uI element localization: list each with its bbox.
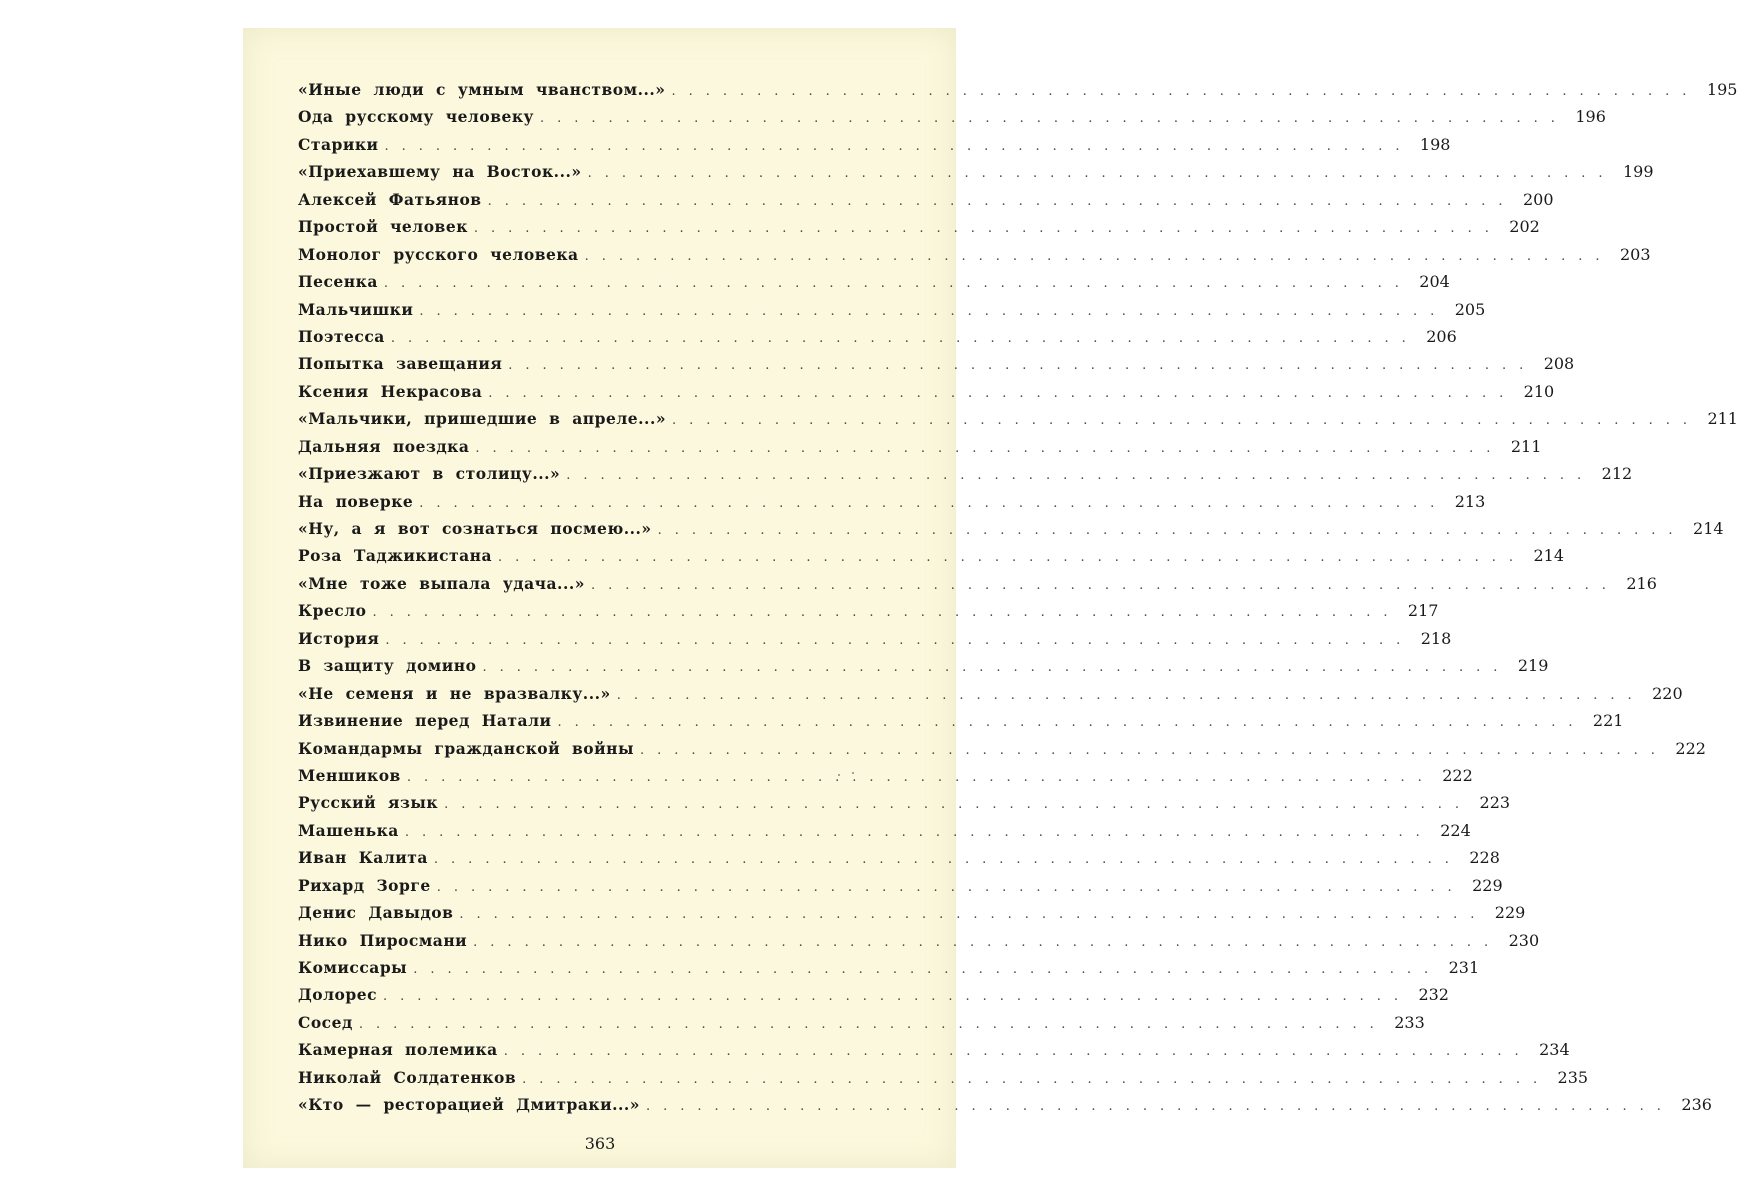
toc-entry-title: «Ну, а я вот сознаться посмею...»: [298, 519, 652, 538]
dot-leader: ............................................................: [557, 715, 1586, 731]
toc-entry: [298, 875, 1503, 903]
dot-leader: ............................................................: [645, 1099, 1674, 1115]
toc-entry-page: 232: [1418, 985, 1449, 1005]
page-number: 363: [584, 1134, 616, 1153]
toc-entry: [298, 409, 1738, 436]
toc-entry-page: 234: [1539, 1040, 1570, 1060]
toc-entry-title: «Иные люди с умным чванством...»: [298, 80, 666, 99]
toc-entry-page: 204: [1419, 272, 1450, 292]
dot-leader: ............................................................: [488, 385, 1517, 401]
dot-leader: ............................................................: [640, 742, 1668, 758]
toc-entry: [298, 491, 1486, 519]
toc-entry-page: 220: [1652, 683, 1683, 703]
toc-entry-page: 208: [1543, 354, 1575, 374]
toc-entry: [298, 656, 1549, 683]
toc-entry: [298, 903, 1526, 930]
dot-leader: ............................................................: [584, 248, 1613, 264]
toc-entry-page: 222: [1442, 765, 1473, 785]
toc-entry-title: Иван Калита: [298, 848, 428, 868]
toc-entry-title: Извинение перед Натали: [298, 711, 552, 731]
dot-leader: ............................................................: [358, 1016, 1387, 1032]
toc-entry-title: Дальняя поездка: [298, 436, 470, 456]
dot-leader: ............................................................: [475, 440, 1504, 456]
toc-entry-title: «Кто — ресторацией Дмитраки...»: [298, 1095, 640, 1115]
toc-entry-title: Камерная полемика: [298, 1040, 498, 1060]
toc-entry-title: Нико Пиросмани: [298, 930, 468, 950]
toc-entry: [298, 436, 1542, 464]
dot-leader: ............................................................: [539, 111, 1568, 127]
toc-entry-page: 205: [1454, 299, 1486, 319]
toc-entry-page: 212: [1601, 464, 1633, 484]
toc-entry-title: Долорес: [298, 985, 378, 1005]
toc-entry-title: Машенька: [298, 820, 399, 840]
toc-entry-title: Денис Давыдов: [298, 903, 454, 923]
toc-entry-title: «Приехавшему на Восток...»: [298, 162, 582, 182]
toc-entry-page: 213: [1454, 491, 1486, 511]
toc-entry-page: 211: [1707, 409, 1738, 429]
dot-leader: ............................................................: [404, 824, 1433, 840]
dot-leader: ............................................................: [590, 577, 1619, 593]
toc-entry-page: 221: [1592, 711, 1624, 731]
dot-leader: ............................................................: [508, 358, 1537, 374]
dot-leader: ............................................................: [616, 687, 1645, 703]
toc-entry-page: 206: [1426, 326, 1457, 346]
toc-entry: [298, 930, 1540, 958]
dot-leader: ............................................................: [473, 934, 1502, 950]
toc-entry-page: 235: [1557, 1067, 1589, 1087]
toc-entry-title: «Приезжают в столицу...»: [298, 464, 561, 484]
toc-entry-title: История: [298, 628, 380, 648]
dot-leader: ............................................................: [385, 632, 1414, 648]
toc-entry: [298, 464, 1633, 491]
toc-entry-title: Ода русскому человеку: [298, 107, 534, 127]
toc-entry: [298, 765, 1473, 793]
toc-entry-title: Командармы гражданской войны: [298, 738, 634, 758]
toc-entry: [298, 546, 1564, 573]
dot-leader: ............................................................: [444, 797, 1473, 813]
toc-entry-page: 229: [1494, 903, 1526, 923]
toc-entry-page: 203: [1620, 244, 1651, 264]
toc-entry: [298, 244, 1651, 272]
toc-entry-page: 199: [1622, 162, 1654, 182]
toc-entry-page: 200: [1522, 189, 1554, 209]
toc-entry-title: В защиту домино: [298, 656, 477, 676]
toc-entry: [298, 601, 1439, 628]
dot-leader: ............................................................: [498, 550, 1526, 566]
toc-entry: [298, 1067, 1589, 1095]
dot-leader: ............................................................: [384, 138, 1413, 154]
toc-entry: [298, 985, 1449, 1012]
toc-entry-page: 210: [1523, 381, 1555, 401]
dot-leader: ............................................................: [436, 879, 1465, 895]
toc-entry: [298, 189, 1554, 217]
toc-entry: [298, 326, 1457, 354]
dot-leader: ............................................................: [587, 166, 1616, 182]
toc-entry-page: 229: [1472, 875, 1503, 895]
dot-leader: ............................................................: [672, 413, 1700, 429]
toc-entry: [298, 162, 1654, 189]
toc-entry: [298, 848, 1500, 875]
toc-entry: [298, 1040, 1570, 1067]
dot-leader: ............................................................: [459, 907, 1488, 923]
toc-entry: [298, 628, 1452, 656]
toc-entry-title: Старики: [298, 134, 379, 154]
toc-entry: [298, 381, 1555, 409]
toc-entry: [298, 820, 1471, 848]
toc-entry: [298, 711, 1624, 738]
dot-leader: ............................................................: [390, 330, 1419, 346]
toc-entry-page: 196: [1575, 107, 1606, 127]
toc-entry-page: 219: [1517, 656, 1549, 676]
dot-leader: ............................................................: [566, 468, 1595, 484]
table-of-contents: [298, 80, 1738, 1123]
toc-entry-title: Кресло: [298, 601, 367, 621]
dot-leader: ............................................................: [372, 605, 1401, 621]
toc-entry-title: Мальчишки: [298, 299, 414, 319]
toc-entry: [298, 793, 1511, 820]
toc-entry: [298, 958, 1480, 985]
dot-leader: ............................................................: [482, 660, 1511, 676]
toc-entry-title: Николай Солдатенков: [298, 1067, 517, 1087]
dot-leader: ............................................................: [413, 962, 1442, 977]
toc-entry: [298, 217, 1540, 244]
toc-entry-title: Русский язык: [298, 793, 439, 813]
toc-entry-page: 222: [1675, 738, 1706, 758]
toc-entry-title: Роза Таджикистана: [298, 546, 493, 566]
toc-entry-title: На поверке: [298, 491, 414, 511]
toc-entry-page: 195: [1706, 80, 1738, 99]
toc-entry-page: 214: [1693, 519, 1724, 538]
dot-leader: ............................................................: [657, 523, 1686, 538]
toc-entry-title: «Мальчики, пришедшие в апреле...»: [298, 409, 667, 429]
toc-entry-title: «Мне тоже выпала удача...»: [298, 573, 585, 593]
toc-entry-title: Алексей Фатьянов: [298, 189, 482, 209]
dot-leader: ............................................................: [487, 193, 1516, 209]
toc-entry-title: Песенка: [298, 272, 378, 292]
toc-entry: [298, 519, 1724, 546]
toc-entry-page: 228: [1469, 848, 1500, 868]
toc-entry: [298, 272, 1450, 299]
toc-entry-page: 214: [1533, 546, 1564, 566]
toc-entry: [298, 354, 1575, 381]
dot-leader: ............................................................: [383, 276, 1412, 292]
toc-entry: [298, 80, 1738, 107]
toc-entry-page: 211: [1510, 436, 1542, 456]
toc-entry-page: 202: [1509, 217, 1540, 237]
toc-entry: [298, 1012, 1425, 1040]
toc-entry-page: 233: [1394, 1012, 1425, 1032]
toc-entry: [298, 134, 1451, 162]
toc-entry-title: Простой человек: [298, 217, 468, 237]
toc-entry: [298, 683, 1683, 711]
dot-leader: ............................................................: [406, 769, 1435, 785]
dot-leader: ............................................................: [503, 1044, 1532, 1060]
toc-entry-title: Сосед: [298, 1012, 353, 1032]
dot-leader: ............................................................: [522, 1071, 1551, 1087]
dot-leader: ............................................................: [473, 221, 1502, 237]
toc-entry: [298, 299, 1486, 327]
toc-entry-title: Поэтесса: [298, 326, 385, 346]
toc-entry-page: 223: [1479, 793, 1511, 813]
toc-entry-page: 224: [1440, 820, 1471, 840]
toc-entry: [298, 738, 1706, 766]
toc-entry-page: 198: [1419, 134, 1451, 154]
toc-entry-page: 217: [1407, 601, 1439, 621]
toc-entry-page: 236: [1681, 1095, 1712, 1115]
toc-entry: [298, 107, 1606, 134]
toc-entry-page: 218: [1420, 628, 1452, 648]
toc-entry-title: Рихард Зорге: [298, 875, 431, 895]
toc-entry-page: 231: [1448, 958, 1480, 977]
dot-leader: ............................................................: [671, 84, 1700, 99]
toc-entry-title: «Не семеня и не вразвалку...»: [298, 683, 611, 703]
toc-entry-title: Ксения Некрасова: [298, 381, 483, 401]
toc-entry-title: Комиссары: [298, 958, 408, 977]
toc-entry-title: Монолог русского человека: [298, 244, 579, 264]
toc-entry-title: Меншиков: [298, 765, 401, 785]
toc-entry: [298, 573, 1657, 601]
dot-leader: ............................................................: [419, 495, 1448, 511]
dot-leader: ............................................................: [383, 989, 1411, 1005]
toc-entry-title: Попытка завещания: [298, 354, 503, 374]
toc-entry-page: 230: [1508, 930, 1540, 950]
dot-leader: ............................................................: [433, 852, 1462, 868]
dot-leader: ............................................................: [419, 303, 1448, 319]
toc-entry-page: 216: [1626, 573, 1657, 593]
toc-entry: [298, 1095, 1712, 1122]
